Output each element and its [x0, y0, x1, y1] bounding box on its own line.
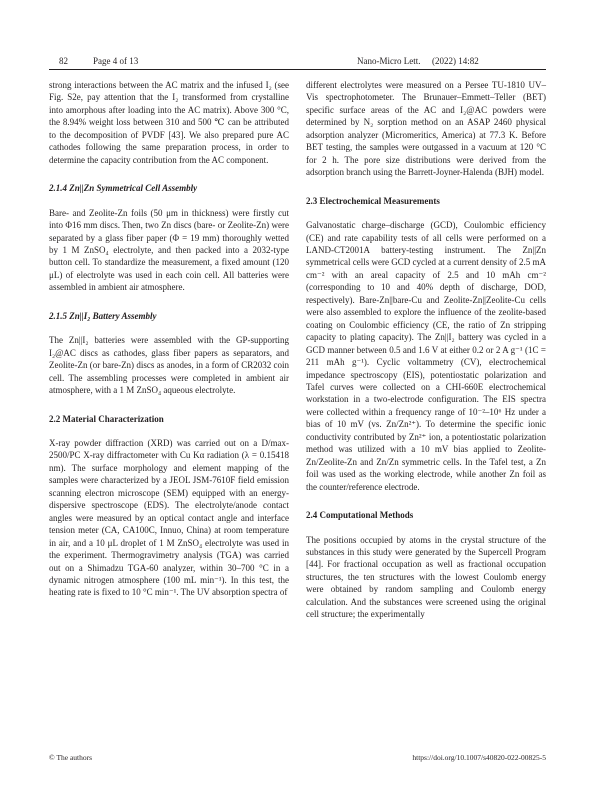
paragraph-symmetrical-cell: Bare- and Zeolite-Zn foils (50 μm in thickness) were firstly cut into Φ16 mm discs. Then, two Zn discs (bare- or Zeolite-Zn) were separated by a glass fiber paper (Φ = 19 mm) thoroughly wetted by 1 M ZnSO₄ electrolyte, and then packed into a 2032-type button cell. To standardize the measurement, a fixed amount (120 μL) of electrolyte was used in each coin cell. All batteries were assembled in ambient air atmosphere. — [49, 207, 289, 293]
page-number: 82 — [59, 56, 68, 66]
header-divider — [49, 69, 546, 70]
page-of-label: Page 4 of 13 — [93, 56, 139, 66]
journal-year-volume: (2022) 14:82 — [432, 56, 479, 66]
journal-name: Nano-Micro Lett. — [357, 56, 421, 66]
doi-link[interactable]: https://doi.org/10.1007/s40820-022-00825-5 — [412, 753, 546, 762]
paragraph-electrochemical: Galvanostatic charge–discharge (GCD), Coulombic efficiency (CE) and rate capability tests of all cells were performed on a LAND-CT2001A battery-testing instrument. The Zn||Zn symmetrical cells were GCD cycled at a current density of 2.5 mA cm⁻² with an areal capacity of 2.5 and 10 mAh cm⁻² (corresponding to 10 and 40% depth of discharge, DOD, respectively). Bare-Zn||bare-Cu and Zeolite-Zn||Zeolite-Cu cells were also assembled to explore the influence of the zeolite-based coating on Coulombic efficiency (CE, the ratio of Zn stripping capacity to plating capacity). The Zn||I₂ battery was cycled in a GCD manner between 0.5 and 1.6 V at either 0.2 or 2 A g⁻¹ (1C = 211 mAh g⁻¹). Cyclic voltammetry (CV), electrochemical impedance spectroscopy (EIS), potentiostatic polarization and Tafel curves were collected on a CHI-660E electrochemical workstation in a two-electrode configuration. The EIS spectra were collected within a frequency range of 10⁻²–10⁶ Hz under a bias of 10 mV (vs. Zn/Zn²⁺). To determine the specific ionic conductivity contributed by Zn²⁺ ion, a potentiostatic polarization method was utilized with a 10 mV bias applied to Zeolite-Zn/Zeolite-Zn and Zn/Zn symmetric cells. In the Tafel test, a Zn foil was used as the working electrode, while another Zn foil as the counter/reference electrode. — [306, 220, 546, 492]
heading-2-4: 2.4 Computational Methods — [306, 510, 414, 521]
left-column — [49, 79, 289, 599]
paragraph-tga-continuation: strong interactions between the AC matrix and the infused I₂ (see Fig. S2e, pay attention that the I₂ transformed from crystalline into amorphous after loading into the AC matrix). Above 300 °C, the 8.94% weight loss between 310 and 500 ℃ can be attributed to the decomposition of PVDF [43]. We also prepared pure AC cathodes following the same preparation process, in order to determine the capacity contribution from the AC component. — [49, 80, 289, 165]
paragraph-battery-assembly: The Zn||I₂ batteries were assembled with the GP-supporting I₂@AC discs as cathodes, glass fiber papers as separators, and Zeolite-Zn (or bare-Zn) discs as anodes, in a form of CR2032 coin cell. The assembling processes were completed in ambient air atmosphere, with a 1 M ZnSO₄ aqueous electrolyte. — [49, 335, 289, 396]
heading-2-2: 2.2 Material Characterization — [49, 413, 164, 424]
right-column — [306, 79, 546, 621]
page-footer — [49, 753, 546, 765]
paragraph-computational: The positions occupied by atoms in the crystal structure of the substances in this study were generated by the Supercell Program [44]. For fractional occupation as well as fractional occupation structures, the ten structures with the lowest Coulomb energy were obtained by random sampling and Coulomb energy calculation. And the substances were screened using the original cell structure; the experimentally — [306, 534, 546, 620]
paragraph-material-characterization: X-ray powder diffraction (XRD) was carried out on a D/max-2500/PC X-ray diffractometer with Cu Kα radiation (λ = 0.15418 nm). The surface morphology and element mapping of the samples were characterized by a JEOL JSM-7610F field emission scanning electron microscope (SEM) equipped with an energy-dispersive spectroscope (EDS). The electrolyte/anode contact angles were measured by an optical contact angle and interface tension meter (CA, CA100C, Innuo, China) at room temperature in air, and a 10 μL droplet of 1 M ZnSO₄ electrolyte was used in the experiment. Thermogravimetry analysis (TGA) was carried out on a Shimadzu TGA-60 analyzer, within 30–700 °C in a dynamic nitrogen atmosphere (100 mL min⁻¹). In this test, the heating rate is fixed to 10 °C min⁻¹. The UV absorption spectra of — [49, 437, 289, 598]
copyright-notice: © The authors — [49, 753, 93, 762]
paragraph-uv-bet: different electrolytes were measured on a Persee TU-1810 UV–Vis spectrophotometer. The Brunauer–Emmett–Teller (BET) specific surface areas of the AC and I₂@AC powders were determined by N₂ sorption method on an ASAP 2460 physical adsorption analyzer (Micromeritics, America) at 77.3 K. Before BET testing, the samples were outgassed in a vacuum at 120 °C for 2 h. The pore size distributions were derived from the adsorption branch using the Barrett-Joyner-Halenda (BJH) model. — [306, 80, 546, 178]
heading-2-1-4: 2.1.4 Zn||Zn Symmetrical Cell Assembly — [49, 183, 198, 194]
heading-2-1-5: 2.1.5 Zn||I₂ Battery Assembly — [49, 310, 157, 321]
page-header — [49, 55, 546, 69]
heading-2-3: 2.3 Electrochemical Measurements — [306, 195, 440, 206]
